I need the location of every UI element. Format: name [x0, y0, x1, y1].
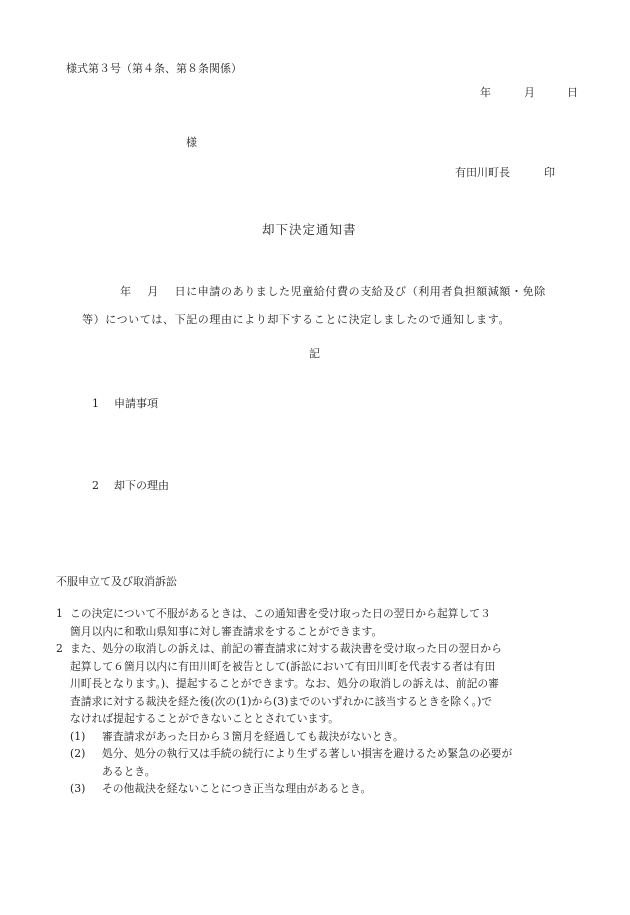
- form-number: 様式第３号（第４条、第８条関係）: [66, 62, 242, 75]
- item-1-label: 申請事項: [114, 397, 158, 410]
- paragraph-line: また、処分の取消しの訴えは、前記の審査請求に対する裁決書を受け取った日の翌日から: [70, 642, 502, 655]
- paragraph-line: 川町長となります。)、提起することができます。なお、処分の取消しの訴えは、前記の審: [70, 677, 499, 690]
- notice-heading: 不服申立て及び取消訴訟: [56, 575, 177, 588]
- subitem-line: 審査請求があった日から３箇月を経過しても裁決がないとき。: [102, 729, 404, 743]
- subitem-line: 処分、処分の執行又は手続の続行により生ずる著しい損害を避けるため緊急の必要が: [102, 747, 513, 760]
- body-line-2: 等）については、下記の理由により却下することに決定しましたので通知します。: [82, 313, 511, 326]
- paragraph-line: この決定について不服があるときは、この通知書を受け取った日の翌日から起算して３: [70, 607, 491, 620]
- date-year: 年: [480, 86, 491, 99]
- subitem-line: あるとき。: [102, 764, 156, 778]
- notice-paragraph-2: [56, 640, 591, 728]
- ki-mark: 記: [309, 347, 320, 360]
- item-2-number: 2: [92, 479, 99, 492]
- subitem-line: その他裁決を経ないことにつき正当な理由があるとき。: [102, 782, 372, 795]
- paragraph-line: 起算して６箇月以内に有田川町を被告として(訴訟において有田川町を代表する者は有田: [70, 659, 496, 673]
- date-day: 日: [567, 86, 578, 99]
- date-month: 月: [524, 86, 535, 99]
- subitem-number: (2): [70, 747, 86, 760]
- subitem-number: (3): [70, 782, 86, 795]
- document-title: 却下決定通知書: [262, 222, 357, 237]
- paragraph-number: 2: [56, 642, 63, 655]
- item-2-label: 却下の理由: [114, 479, 169, 492]
- seal-mark: 印: [544, 166, 555, 179]
- subitem-number: (1): [70, 729, 86, 743]
- paragraph-line: 箇月以内に和歌山県知事に対し審査請求をすることができます。: [70, 624, 383, 638]
- issuer-name: 有田川町長: [455, 166, 510, 179]
- paragraph-line: 査請求に対する裁決を経た後(次の(1)から(3)までのいずれかに該当するときを除く。)で: [70, 694, 493, 708]
- notice-subitem-2: [56, 745, 591, 780]
- item-1-number: 1: [92, 397, 99, 410]
- body-line-1: 年 月 日に申請のありました児童給付費の支給及び（利用者負担額減額・免除: [120, 285, 546, 298]
- notice-subitem-1: [56, 728, 591, 746]
- notice-subitem-3: [56, 780, 591, 798]
- paragraph-number: 1: [56, 607, 63, 620]
- notice-paragraphs: [56, 605, 591, 798]
- notice-paragraph-1: [56, 605, 591, 640]
- addressee-suffix: 様: [186, 136, 197, 149]
- paragraph-line: なければ提起することができないこととされています。: [70, 712, 340, 725]
